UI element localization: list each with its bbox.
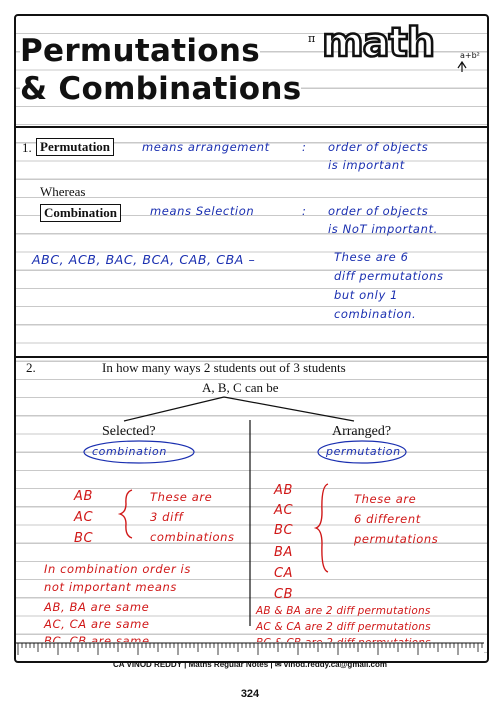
arranged-heading: Arranged? — [332, 424, 392, 439]
logo-word: math — [322, 20, 435, 66]
left-pair: AC — [74, 510, 94, 525]
example-note-line3: but only 1 — [334, 288, 399, 302]
colon-mark-1: : — [302, 140, 307, 154]
example-note-line1: These are 6 — [334, 250, 409, 264]
same-pair-line: AC, CA are same — [44, 617, 150, 631]
left-brace-icon — [120, 490, 132, 538]
question-line1: In how many ways 2 students out of 3 students — [102, 360, 346, 375]
colon-mark-2: : — [302, 204, 307, 218]
permutation-note-line2: is important — [328, 158, 405, 172]
left-pair: BC — [74, 531, 94, 546]
logo-formula: a+b² — [460, 51, 480, 60]
selected-heading: Selected? — [102, 424, 156, 439]
right-brace-icon — [316, 484, 328, 572]
right-pair: BA — [274, 545, 294, 560]
left-explanation-line1: In combination order is — [44, 562, 191, 576]
permutation-tag: permutation — [326, 445, 401, 458]
right-note-line3: permutations — [354, 532, 439, 546]
section1-number: 1. — [22, 140, 32, 155]
term-combination: Combination — [40, 204, 121, 222]
right-pair: CB — [274, 587, 294, 602]
page-title-line2: & Combinations — [20, 71, 302, 107]
footer-credit: CA VINOD REDDY | Maths Regular Notes | ✉ vinod.reddy.ca@gmail.com — [113, 660, 387, 669]
branch-left — [124, 397, 224, 421]
diff-pair-line: AB & BA are 2 diff permutations — [256, 605, 431, 617]
logo-pi: π — [308, 32, 316, 45]
right-pair: BC — [274, 523, 294, 538]
page-title-line1: Permutations — [20, 33, 261, 69]
diff-pair-line: BC & CB are 2 diff permutations — [256, 637, 431, 649]
same-pair-line: BC, CB are same — [44, 634, 150, 648]
left-explanation-line2: not important means — [44, 580, 177, 594]
permutation-note-line1: order of objects — [328, 140, 429, 154]
combination-tag: combination — [92, 445, 167, 458]
whereas-text: Whereas — [40, 184, 86, 199]
example-note-line4: combination. — [334, 307, 417, 321]
diff-pair-line: AC & CA are 2 diff permutations — [256, 621, 431, 633]
left-note-line3: combinations — [150, 530, 235, 544]
notes-page — [14, 14, 489, 663]
right-pair: AC — [274, 503, 294, 518]
ruler-strip — [16, 642, 484, 658]
right-pair: CA — [274, 566, 294, 581]
left-note-line1: These are — [150, 490, 213, 504]
right-note-line1: These are — [354, 492, 417, 506]
combination-note-line2: is NoT important. — [328, 222, 438, 236]
example-note-line2: diff permutations — [334, 269, 444, 283]
question-line2: A, B, C can be — [202, 380, 279, 395]
example-permutation-list: ABC, ACB, BAC, BCA, CAB, CBA – — [32, 252, 256, 267]
combination-meaning: means Selection — [150, 204, 255, 218]
branch-right — [224, 397, 354, 421]
combination-note-line1: order of objects — [328, 204, 429, 218]
left-note-line2: 3 diff — [150, 510, 184, 524]
right-pair: AB — [274, 483, 294, 498]
page-number: 324 — [240, 688, 260, 700]
term-permutation: Permutation — [36, 138, 114, 156]
section2-number: 2. — [26, 360, 36, 375]
permutation-meaning: means arrangement — [142, 140, 270, 154]
same-pair-line: AB, BA are same — [44, 600, 150, 614]
right-note-line2: 6 different — [354, 512, 421, 526]
left-pair: AB — [74, 489, 94, 504]
